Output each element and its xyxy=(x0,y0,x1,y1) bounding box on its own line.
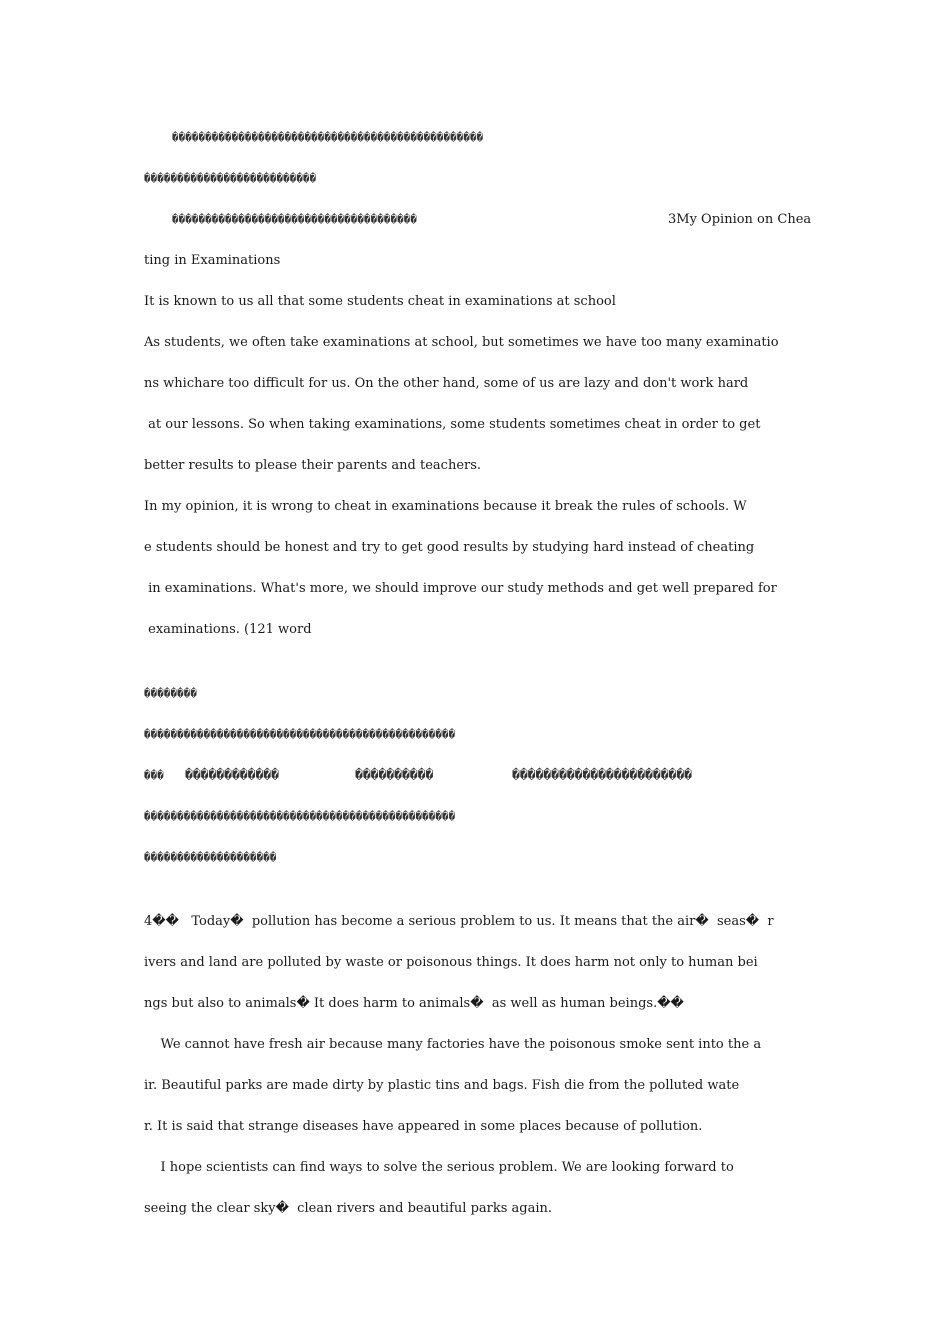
essay3-title-part2: ting in Examinations xyxy=(144,253,281,268)
garbled-line-6a: ��� xyxy=(144,769,164,782)
essay4-line: ivers and land are polluted by waste or poisonous things. It does harm not only to human bei xyxy=(144,955,758,970)
garbled-line-1: ����������������������������������������������� xyxy=(172,131,484,144)
garbled-line-6c: ���������� xyxy=(355,768,434,783)
essay3-line: As students, we often take examinations at school, but sometimes we have too many examinatio xyxy=(144,335,779,350)
essay3-line: in examinations. What's more, we should improve our study methods and get well prepared for xyxy=(144,581,777,596)
garbled-line-8: �������������������� xyxy=(144,851,277,864)
essay3-line: e students should be honest and try to get good results by studying hard instead of cheating xyxy=(144,540,755,555)
essay4-line: 4�� Today� pollution has become a serious problem to us. It means that the air� seas� r xyxy=(144,914,774,929)
essay3-line: It is known to us all that some students cheat in examinations at school xyxy=(144,294,616,309)
garbled-line-6d: ����������������������� xyxy=(512,768,693,783)
essay4-line: r. It is said that strange diseases have appeared in some places because of pollution. xyxy=(144,1119,703,1134)
garbled-line-5: ����������������������������������������������� xyxy=(144,728,456,741)
essay4-line: seeing the clear sky� clean rivers and beautiful parks again. xyxy=(144,1201,553,1216)
garbled-line-2: �������������������������� xyxy=(144,172,317,185)
essay4-line: We cannot have fresh air because many factories have the poisonous smoke sent into the a xyxy=(144,1037,762,1052)
essay3-line: examinations. (121 word xyxy=(144,622,312,637)
essay3-line: In my opinion, it is wrong to cheat in examinations because it break the rules of schools. W xyxy=(144,499,747,514)
garbled-line-7: ����������������������������������������������� xyxy=(144,810,456,823)
essay4-line: I hope scientists can find ways to solve the serious problem. We are looking forward to xyxy=(144,1160,734,1175)
essay3-line: ns whichare too difficult for us. On the other hand, some of us are lazy and don't work hard xyxy=(144,376,749,391)
essay3-title-part1: 3My Opinion on Chea xyxy=(668,212,812,227)
garbled-line-4: �������� xyxy=(144,687,197,700)
garbled-line-6b: ������������ xyxy=(185,768,279,783)
garbled-line-3: ������������������������������������� xyxy=(172,213,418,226)
essay3-line: at our lessons. So when taking examinations, some students sometimes cheat in order to get xyxy=(144,417,761,432)
essay4-line: ngs but also to animals� It does harm to animals� as well as human beings.�� xyxy=(144,996,684,1011)
essay4-line: ir. Beautiful parks are made dirty by plastic tins and bags. Fish die from the polluted wate xyxy=(144,1078,740,1093)
essay3-line: better results to please their parents and teachers. xyxy=(144,458,482,473)
